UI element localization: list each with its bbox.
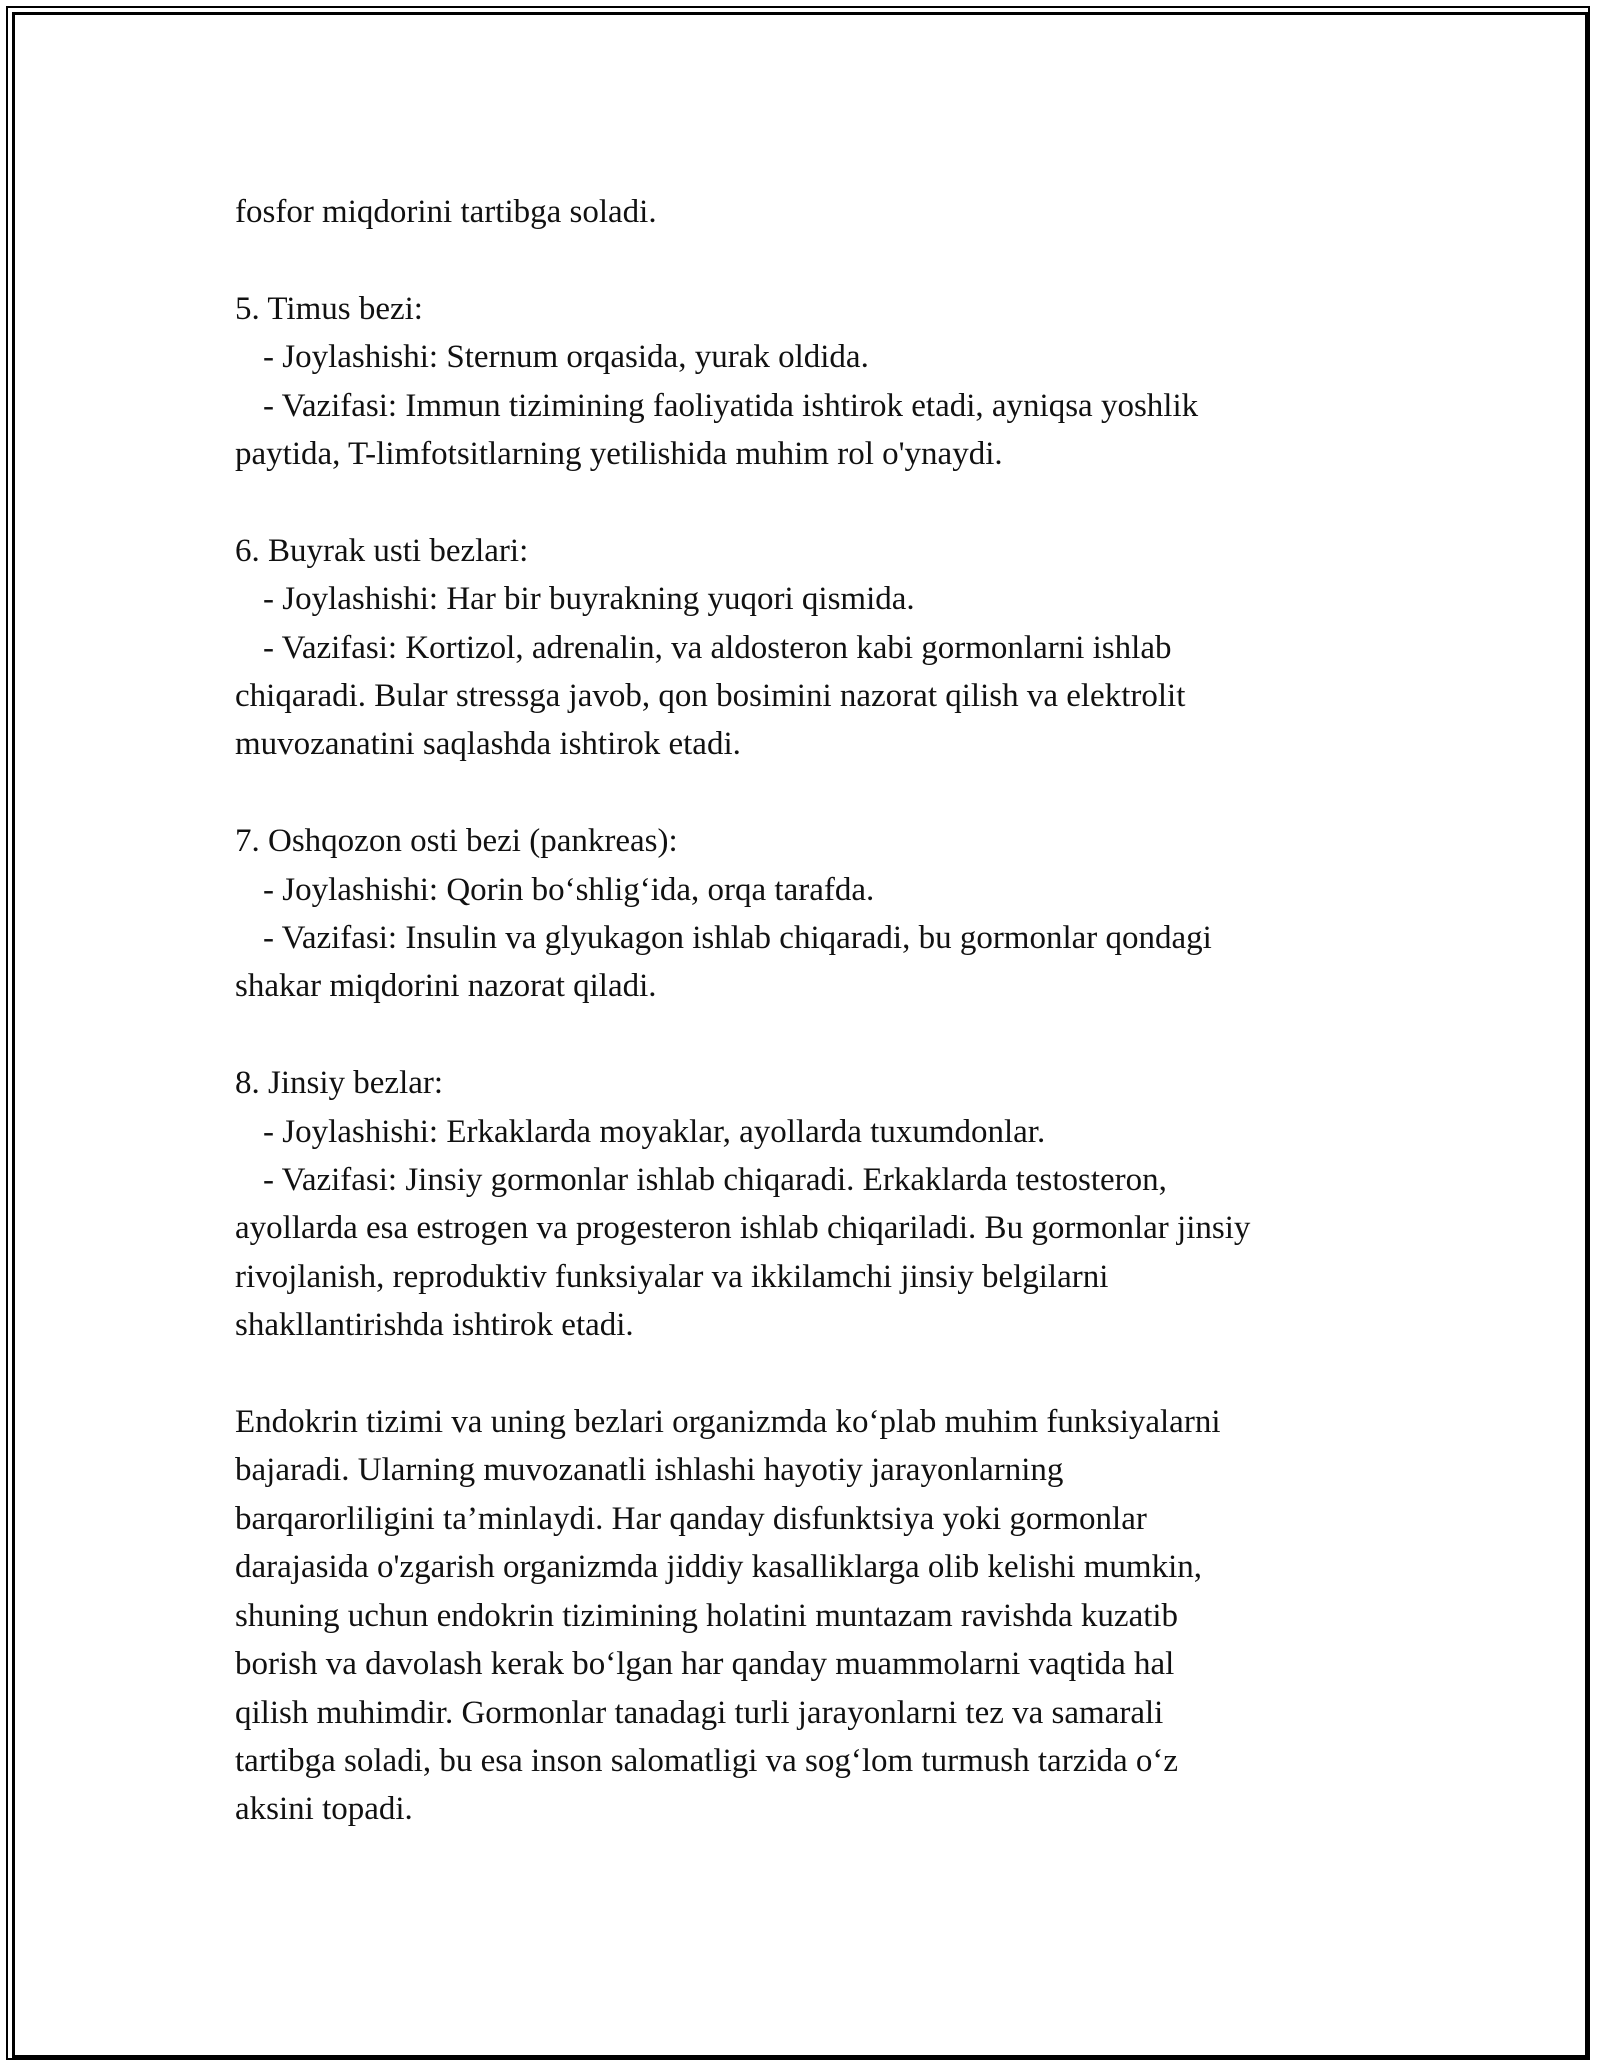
section-heading-timus: 5. Timus bezi: xyxy=(235,290,423,327)
pankreas-location: - Joylashishi: Qorin bo‘shlig‘ida, orqa tarafda. xyxy=(263,871,875,908)
buyrak-function: - Vazifasi: Kortizol, adrenalin, va aldosteron kabi gormonlarni ishlab xyxy=(263,629,1172,666)
conclusion-line: bajaradi. Ularning muvozanatli ishlashi hayotiy jarayonlarning xyxy=(235,1452,1064,1489)
buyrak-location: - Joylashishi: Har bir buyrakning yuqori qismida. xyxy=(263,581,915,618)
blank-line xyxy=(235,236,1385,284)
timus-location: - Joylashishi: Sternum orqasida, yurak oldida. xyxy=(263,339,869,376)
jinsiy-function-cont: ayollarda esa estrogen va progesteron ishlab chiqariladi. Bu gormonlar jinsiy xyxy=(235,1210,1251,1247)
pankreas-function-cont: shakar miqdorini nazorat qiladi. xyxy=(235,968,657,1005)
conclusion-line: tartibga soladi, bu esa inson salomatligi va sog‘lom turmush tarzida o‘z xyxy=(235,1742,1179,1779)
jinsiy-function: - Vazifasi: Jinsiy gormonlar ishlab chiqaradi. Erkaklarda testosteron, xyxy=(263,1162,1167,1199)
jinsiy-function-cont: shakllantirishda ishtirok etadi. xyxy=(235,1307,634,1344)
conclusion-line: qilish muhimdir. Gormonlar tanadagi turli jarayonlarni tez va samarali xyxy=(235,1694,1164,1731)
pankreas-function: - Vazifasi: Insulin va glyukagon ishlab chiqaradi, bu gormonlar qondagi xyxy=(263,920,1212,957)
blank-line xyxy=(235,478,1385,526)
buyrak-function-cont: muvozanatini saqlashda ishtirok etadi. xyxy=(235,726,741,763)
blank-line xyxy=(235,1011,1385,1059)
section-heading-jinsiy: 8. Jinsiy bezlar: xyxy=(235,1065,444,1102)
conclusion-line: borish va davolash kerak bo‘lgan har qanday muammolarni vaqtida hal xyxy=(235,1646,1175,1683)
conclusion-line: shuning uchun endokrin tizimining holatini muntazam ravishda kuzatib xyxy=(235,1597,1179,1634)
section-heading-pankreas: 7. Oshqozon osti bezi (pankreas): xyxy=(235,823,678,860)
section-heading-buyrak-usti: 6. Buyrak usti bezlari: xyxy=(235,532,529,569)
conclusion-line: Endokrin tizimi va uning bezlari organizmda ko‘plab muhim funksiyalarni xyxy=(235,1404,1221,1441)
blank-line xyxy=(235,769,1385,817)
blank-line xyxy=(235,1350,1385,1398)
jinsiy-function-cont: rivojlanish, reproduktiv funksiyalar va ikkilamchi jinsiy belgilarni xyxy=(235,1258,1109,1295)
conclusion-line: barqarorliligini ta’minlaydi. Har qanday disfunktsiya yoki gormonlar xyxy=(235,1500,1147,1537)
buyrak-function-cont: chiqaradi. Bular stressga javob, qon bosimini nazorat qilish va elektrolit xyxy=(235,678,1186,715)
timus-function-cont: paytida, T-limfotsitlarning yetilishida muhim rol o'ynaydi. xyxy=(235,436,1003,473)
document-body xyxy=(235,188,1385,1834)
jinsiy-location: - Joylashishi: Erkaklarda moyaklar, ayollarda tuxumdonlar. xyxy=(263,1113,1046,1150)
conclusion-line: darajasida o'zgarish organizmda jiddiy kasalliklarga olib kelishi mumkin, xyxy=(235,1549,1203,1586)
text-line: fosfor miqdorini tartibga soladi. xyxy=(235,194,657,230)
conclusion-line: aksini topadi. xyxy=(235,1791,413,1828)
timus-function: - Vazifasi: Immun tizimining faoliyatida ishtirok etadi, ayniqsa yoshlik xyxy=(263,387,1199,424)
